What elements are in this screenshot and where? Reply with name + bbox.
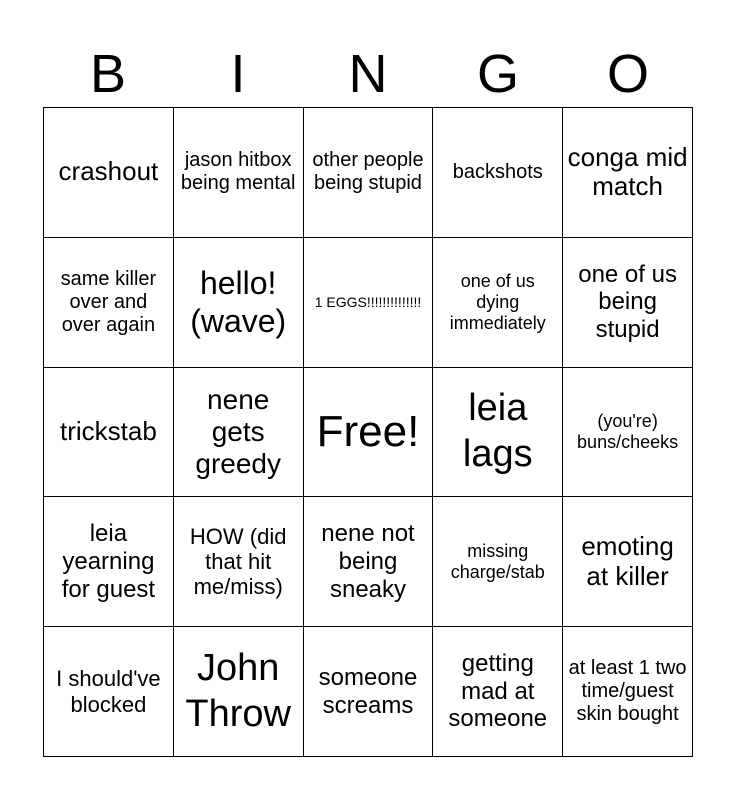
bingo-cell[interactable]: emoting at killer: [563, 497, 693, 627]
bingo-cell[interactable]: leia yearning for guest: [44, 497, 174, 627]
bingo-cell[interactable]: I should've blocked: [44, 627, 174, 757]
bingo-cell[interactable]: someone screams: [304, 627, 434, 757]
bingo-cell[interactable]: jason hitbox being mental: [174, 108, 304, 238]
bingo-free-space[interactable]: Free!: [304, 368, 434, 498]
header-letter-n: N: [348, 44, 388, 104]
bingo-cell[interactable]: (you're) buns/cheeks: [563, 368, 693, 498]
bingo-cell[interactable]: crashout: [44, 108, 174, 238]
bingo-cell[interactable]: leia lags: [433, 368, 563, 498]
bingo-cell[interactable]: conga mid match: [563, 108, 693, 238]
bingo-cell[interactable]: HOW (did that hit me/miss): [174, 497, 304, 627]
bingo-cell[interactable]: other people being stupid: [304, 108, 434, 238]
header-letter-o: O: [606, 44, 649, 104]
bingo-cell[interactable]: nene not being sneaky: [304, 497, 434, 627]
bingo-cell[interactable]: missing charge/stab: [433, 497, 563, 627]
bingo-cell[interactable]: 1 EGGS!!!!!!!!!!!!!!: [304, 238, 434, 368]
header-letter-i: I: [230, 44, 246, 104]
bingo-cell[interactable]: John Throw: [174, 627, 304, 757]
bingo-cell[interactable]: nene gets greedy: [174, 368, 304, 498]
bingo-cell[interactable]: backshots: [433, 108, 563, 238]
bingo-cell[interactable]: same killer over and over again: [44, 238, 174, 368]
bingo-cell[interactable]: trickstab: [44, 368, 174, 498]
header-letter-g: G: [476, 44, 519, 104]
bingo-cell[interactable]: getting mad at someone: [433, 627, 563, 757]
header-letter-b: B: [89, 44, 127, 104]
bingo-cell[interactable]: one of us dying immediately: [433, 238, 563, 368]
bingo-cell[interactable]: hello! (wave): [174, 238, 304, 368]
bingo-cell[interactable]: at least 1 two time/guest skin bought: [563, 627, 693, 757]
bingo-grid: [43, 107, 693, 757]
bingo-header: [43, 42, 693, 106]
bingo-cell[interactable]: one of us being stupid: [563, 238, 693, 368]
